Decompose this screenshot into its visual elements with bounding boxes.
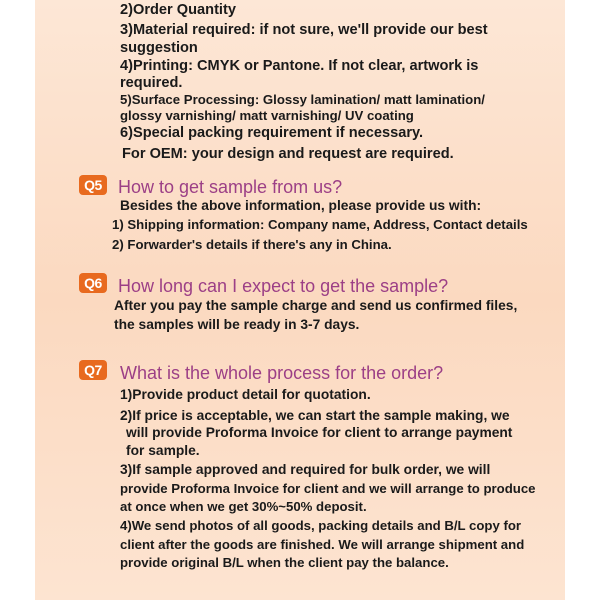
q7-line: 1)Provide product detail for quotation. [120,387,371,402]
q6-badge: Q6 [79,273,107,293]
intro-line: 3)Material required: if not sure, we'll provide our best [120,22,488,38]
q5-line: 2) Forwarder's details if there's any in China. [112,237,392,252]
q7-line: will provide Proforma Invoice for client to arrange payment [126,425,513,440]
intro-line: 2)Order Quantity [120,2,236,18]
intro-line: For OEM: your design and request are required. [122,146,454,162]
intro-line: glossy varnishing/ matt varnishing/ UV coating [120,108,414,123]
q7-line: 3)If sample approved and required for bulk order, we will [120,462,491,477]
q7-line: 4)We send photos of all goods, packing details and B/L copy for [120,518,522,533]
intro-line: suggestion [120,40,198,56]
q7-line: 2)If price is acceptable, we can start the sample making, we [120,408,510,423]
q5-badge: Q5 [79,175,107,195]
q7-badge: Q7 [79,360,107,380]
q5-title: How to get sample from us? [118,177,343,197]
q7-line: for sample. [126,443,200,458]
intro-line: required. [120,75,183,91]
q5-line: 1) Shipping information: Company name, Address, Contact details [112,217,528,232]
q7-title: What is the whole process for the order? [120,363,444,383]
q7-line: client after the goods are finished. We will arrange shipment and [120,537,525,552]
q6-title: How long can I expect to get the sample? [118,276,449,296]
q7-line: provide Proforma Invoice for client and we will arrange to produce [120,481,536,496]
intro-line: 4)Printing: CMYK or Pantone. If not clear, artwork is [120,58,479,74]
intro-line: 6)Special packing requirement if necessary. [120,125,424,141]
q6-line: the samples will be ready in 3-7 days. [114,317,360,332]
q7-line: at once when we get 30%~50% deposit. [120,499,367,514]
q6-line: After you pay the sample charge and send us confirmed files, [114,298,518,313]
q7-line: provide original B/L when the client pay the balance. [120,555,449,570]
faq-panel [35,0,565,600]
intro-line: 5)Surface Processing: Glossy lamination/ matt lamination/ [120,92,485,107]
q5-line: Besides the above information, please provide us with: [120,198,482,213]
